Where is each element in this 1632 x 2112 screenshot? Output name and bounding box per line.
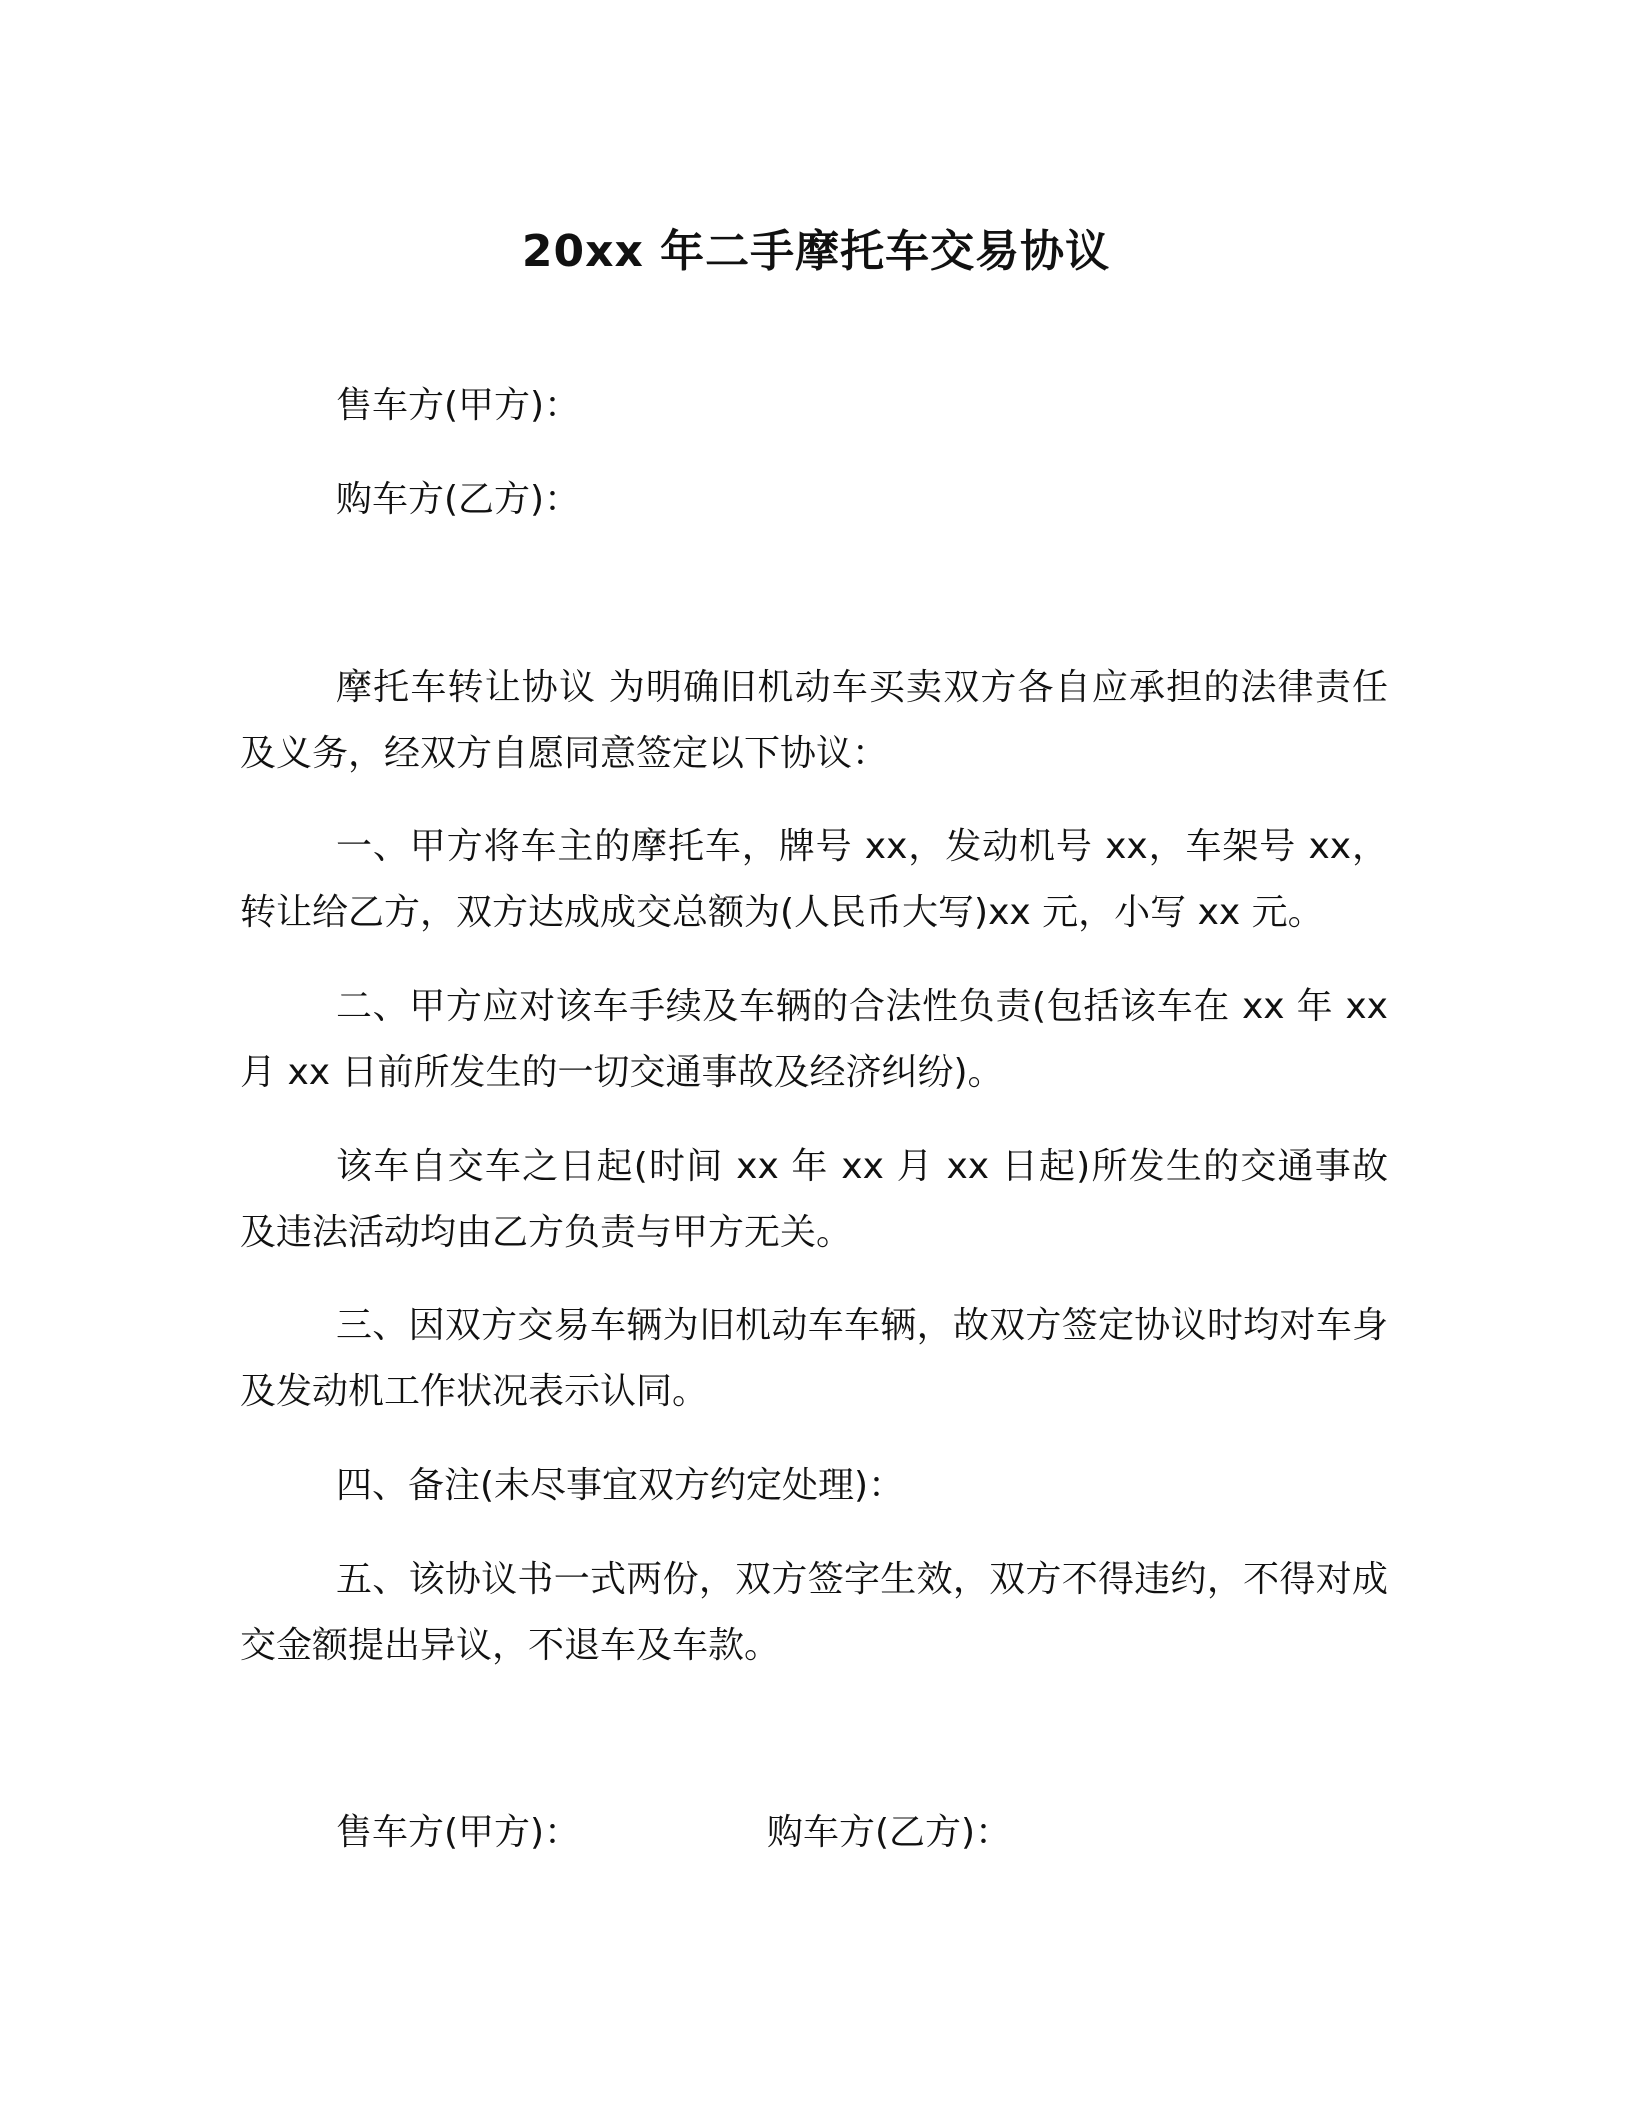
- clause-1-paragraph: 一、甲方将车主的摩托车，牌号 xx，发动机号 xx，车架号 xx，转让给乙方，双方达成成交总额为(人民币大写)xx 元，小写 xx 元。: [240, 826, 1388, 933]
- clause-4-paragraph: 四、备注(未尽事宜双方约定处理)：: [336, 1465, 905, 1506]
- clause-2-paragraph: 二、甲方应对该车手续及车辆的合法性负责(包括该车在 xx 年 xx 月 xx 日前所发生的一切交通事故及经济纠纷)。: [240, 986, 1388, 1093]
- signature-seller-label: 售车方(甲方)：: [336, 1812, 581, 1853]
- document-title: 20xx 年二手摩托车交易协议: [521, 226, 1111, 277]
- seller-party-label: 售车方(甲方)：: [336, 385, 581, 426]
- signature-buyer-label: 购车方(乙方)：: [767, 1812, 1012, 1853]
- clause-5-paragraph: 五、该协议书一式两份，双方签字生效，双方不得违约，不得对成交金额提出异议，不退车及车款。: [240, 1559, 1388, 1666]
- clause-3-paragraph: 三、因双方交易车辆为旧机动车车辆，故双方签定协议时均对车身及发动机工作状况表示认同。: [240, 1305, 1388, 1412]
- intro-paragraph: 摩托车转让协议 为明确旧机动车买卖双方各自应承担的法律责任及义务，经双方自愿同意签定以下协议：: [240, 667, 1388, 774]
- clause-2-continuation-paragraph: 该车自交车之日起(时间 xx 年 xx 月 xx 日起)所发生的交通事故及违法活动均由乙方负责与甲方无关。: [240, 1146, 1388, 1253]
- buyer-party-label: 购车方(乙方)：: [336, 479, 581, 520]
